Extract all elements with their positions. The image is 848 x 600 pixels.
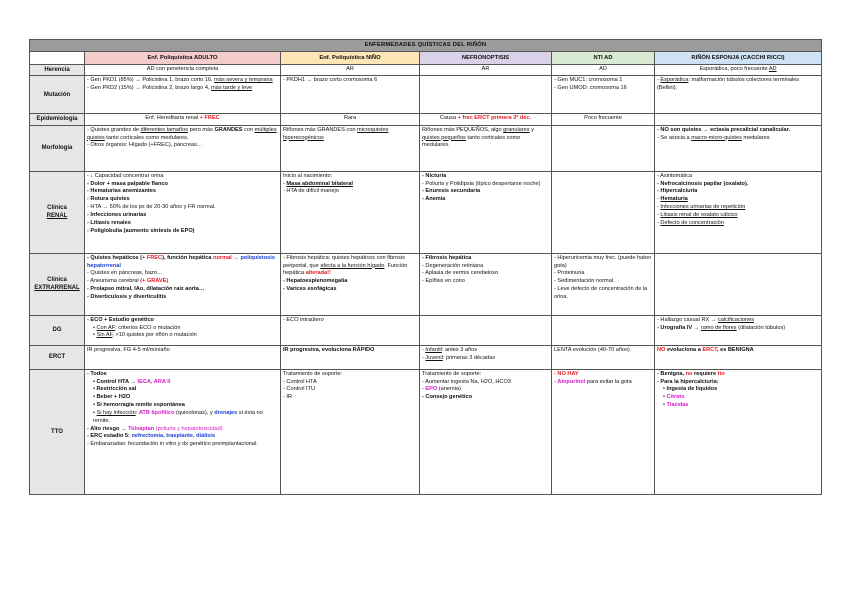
- text-blue: nefrectomía, trasplante, diálisis: [131, 433, 216, 440]
- list-item: - Hipercalciuria: [657, 188, 698, 195]
- text: Si hemorragia remite espontánea: [96, 402, 185, 409]
- text-underlined: ramo de flores: [700, 324, 737, 331]
- text-bold: - Urografía IV →: [657, 324, 701, 331]
- text: pero más: [188, 126, 215, 133]
- text: medulares: [741, 134, 770, 141]
- text: Causa: [439, 115, 458, 122]
- cell-erct-ntiad: LENTA evolución (40-70 años): [552, 345, 655, 369]
- list-item: - Litiasis renal de oxalato cálcico: [657, 211, 738, 218]
- text-underlined: más tarde y leve: [211, 85, 253, 92]
- list-item: Tratamiento de soporte:: [283, 370, 343, 377]
- list-item: [657, 325, 819, 333]
- text: con: [242, 126, 255, 133]
- row-label-dg: DG: [30, 315, 85, 345]
- list-item: - Varices esofágicas: [283, 286, 337, 293]
- cell-dg-nefro: [420, 315, 552, 345]
- text-underlined: Sin AF: [96, 332, 113, 339]
- cell-mutacion-adulto: [85, 76, 281, 114]
- list-item: - Hepatoesplenomegalia: [283, 278, 348, 285]
- row-label-morfologia: Morfología: [30, 125, 85, 171]
- list-item: - HTA → 50% de los px de 20-30 años y FR normal.: [87, 204, 216, 211]
- text-magenta: EPO: [425, 386, 438, 393]
- text-underlined: granulares: [503, 126, 530, 133]
- text-underlined: macro-micro-quistes: [691, 134, 742, 141]
- text-line: - Gen MUC1: cromosoma 1: [554, 77, 623, 84]
- cell-tto-nefro: [420, 369, 552, 494]
- text: - ERC estadio 5:: [87, 433, 132, 440]
- row-dg: [30, 315, 822, 345]
- text-underlined: Masa abdominal bilateral: [286, 180, 353, 187]
- text: Clínica: [47, 276, 67, 283]
- list-item: - Infecciones urinarias: [87, 211, 147, 218]
- text-underlined: quistes pequeños: [422, 134, 466, 141]
- cell-tto-adulto: [85, 369, 281, 494]
- list-item: [87, 228, 278, 236]
- text-underlined: microquistes hiperecogénicos: [283, 126, 389, 141]
- text: - Gen PKD1 (85%) → Policistina 1, brazo corto 16,: [87, 77, 215, 84]
- text: :: [135, 409, 139, 416]
- cell-mutacion-nefro: [420, 76, 552, 114]
- list-item: - IR: [283, 394, 293, 401]
- text: Clínica: [47, 204, 67, 211]
- text: - Hallazgo casual RX →: [657, 316, 718, 323]
- list-item: - Dolor + masa palpable flanco: [87, 180, 168, 187]
- text-underlined: Con AF: [96, 324, 116, 331]
- cell-mutacion-ntiad: [552, 76, 655, 114]
- text-underlined: afecta a la función hígado: [320, 262, 385, 269]
- row-mutacion: [30, 76, 822, 114]
- col-header-ntiad: NTI AD: [552, 52, 655, 65]
- cell-erct-adulto: IR progresiva, FG 4-5 ml/min/año: [85, 345, 281, 369]
- list-item: - Diverticulosis y diverticulitis: [87, 293, 167, 300]
- list-item: [657, 371, 819, 379]
- cell-epidemiologia-nino: Rara: [281, 114, 420, 125]
- list-item: - Epífisis en cono: [422, 278, 465, 285]
- text-line: - Otros órganos: Hígado (+FREC), páncreas…: [87, 142, 203, 149]
- list-item: - Control HTA: [283, 378, 317, 385]
- text: ), función hepática: [162, 254, 214, 261]
- text-underlined: Juvenil: [425, 354, 443, 361]
- row-clinica-extrarrenal: [30, 253, 822, 315]
- text-underlined: Infecciones urinarias de repetición: [660, 204, 746, 211]
- cell-tto-ntiad: [552, 369, 655, 494]
- list-item: - Poliuria y Polidipsia (típico despertarse noche): [422, 180, 541, 187]
- text-bold: - Poliglobulia (aumento síntesis de EPO): [87, 227, 195, 234]
- text-magenta: (poliuria y hepatotoxicidad): [154, 425, 223, 432]
- cell-herencia-nino: AR: [281, 65, 420, 76]
- list-item: - Hiperuricemia muy frec. (puede haber gota): [554, 254, 652, 269]
- list-item: [657, 402, 819, 410]
- list-item: - Quistes en páncreas, bazo…: [87, 270, 163, 277]
- text: Ingesta de líquidos: [666, 386, 718, 393]
- text: para evitar la gota: [585, 378, 632, 385]
- row-clinica-renal: [30, 171, 822, 253]
- row-label-herencia: Herencia: [30, 65, 85, 76]
- row-label-clinica-extrarrenal: [30, 253, 85, 315]
- text-underlined: RENAL: [46, 213, 68, 220]
- list-item: [87, 433, 278, 441]
- list-item: [87, 402, 278, 410]
- text: , es BENIGNA: [717, 346, 754, 353]
- list-item: - Asintomática: [657, 172, 693, 179]
- text-red: ERCT: [702, 346, 717, 353]
- cell-dg-ntiad: [552, 315, 655, 345]
- text-underlined: Infantil: [425, 346, 442, 353]
- row-label-tto: TTO: [30, 369, 85, 494]
- text-red: (+ GRAVE): [140, 278, 169, 285]
- cell-erct-esponja: [655, 345, 822, 369]
- cell-epidemiologia-adulto: [85, 114, 281, 125]
- list-item: - Aplasia de vermis cerebeloso: [422, 270, 499, 277]
- disease-table: [29, 39, 822, 495]
- text: - Alto riesgo →: [87, 425, 129, 432]
- list-item: [87, 278, 278, 286]
- row-erct: [30, 345, 822, 369]
- text: evoluciona a: [665, 346, 703, 353]
- row-label-erct: ERCT: [30, 345, 85, 369]
- list-item: - Enuresis secundaria: [422, 188, 481, 195]
- list-item: - Masa abdominal bilateral: [283, 180, 353, 187]
- text-underlined: EXTRARRENAL: [34, 285, 80, 292]
- text-underlined: múltiples quistes: [87, 126, 277, 141]
- list-item: - Nefrocalcinosis papilar (oxalato).: [657, 180, 749, 187]
- list-item: - Sedimentación normal.: [554, 278, 615, 285]
- cell-herencia-nefro: AR: [420, 65, 552, 76]
- text-magenta: ATB lipofílico: [138, 409, 175, 416]
- text-red: NO: [657, 346, 666, 353]
- text-red: alterada!!: [305, 270, 331, 277]
- text-magenta: Tolvaptan: [128, 425, 155, 432]
- text: , >10 quistes por riñón o mutación: [112, 332, 197, 339]
- text-magenta: IECA, ARA II: [137, 378, 171, 385]
- row-label-epidemiologia: Epidemiología: [30, 114, 85, 125]
- text: Enf. Hereditaria renal: [145, 115, 200, 122]
- list-item: [87, 410, 278, 426]
- text: : antes 3 años: [441, 346, 478, 353]
- text: Riñones más GRANDES con: [283, 126, 357, 133]
- list-item: - Todos: [87, 370, 107, 377]
- text: (quinolonas), y: [174, 409, 215, 416]
- row-epidemiologia: [30, 114, 822, 125]
- text-red: normal: [213, 254, 232, 261]
- list-item: - Aumentar ingesta Na, H2O, HCO3: [422, 378, 511, 385]
- cell-dg-nino: - ECO intraútero: [281, 315, 420, 345]
- text-magenta: Citrato: [666, 394, 685, 401]
- list-item: [87, 426, 278, 434]
- text-blue: poliquistosis hepatorrenal: [87, 254, 275, 269]
- text-blue: drenajes: [214, 409, 238, 416]
- list-item: - NO HAY: [554, 370, 579, 377]
- cell-herencia-ntiad: AD: [552, 65, 655, 76]
- text-red: tto: [717, 370, 725, 377]
- list-item: - Nicturia: [422, 172, 447, 179]
- cell-epidemiologia-esponja: [655, 114, 822, 125]
- row-herencia: [30, 65, 822, 76]
- list-item: Tratamiento de soporte:: [422, 370, 482, 377]
- text: -: [554, 378, 558, 385]
- text-underlined: Litiasis renal de oxalato cálcico: [660, 211, 738, 218]
- list-item: - Litiasis renales: [87, 219, 131, 226]
- list-item: [87, 379, 278, 387]
- text: -: [422, 386, 426, 393]
- list-item: - Proteinuria: [554, 270, 585, 277]
- cell-herencia-adulto: AD con penetencia completa: [85, 65, 281, 76]
- col-header-nefronoptisis: NEFRONOPTISIS: [420, 52, 552, 65]
- text: Control HTA →: [96, 378, 138, 385]
- text-red: + frec ERCT primera 3ª déc.: [457, 115, 532, 122]
- list-item: - Hematurias anemizantes: [87, 188, 157, 195]
- cell-herencia-esponja: [655, 65, 822, 76]
- list-item: [657, 386, 819, 394]
- col-header-nino: Enf. Poliquística NIÑO: [281, 52, 420, 65]
- cell-clinica-renal-ntiad: [552, 171, 655, 253]
- text: y: [529, 126, 534, 133]
- row-label-clinica-renal: [30, 171, 85, 253]
- cell-clinica-renal-nefro: [420, 171, 552, 253]
- list-item: - Infantil: antes 3 años: [422, 346, 478, 353]
- row-label-mutacion: Mutación: [30, 76, 85, 114]
- cell-clinica-renal-nino: [281, 171, 420, 253]
- cell-epidemiologia-nefro: [420, 114, 552, 125]
- cell-clinica-extra-nino: [281, 253, 420, 315]
- text-underlined: Defecto de concentración: [660, 219, 724, 226]
- cell-clinica-renal-adulto: [85, 171, 281, 253]
- list-item: - Infecciones urinarias de repetición: [657, 204, 746, 211]
- cell-mutacion-esponja: - Esporádica: malformación túbulos colectores terminales (Bellini).: [655, 76, 822, 114]
- corner-cell: [30, 52, 85, 65]
- cell-morfologia-ntiad: [552, 125, 655, 171]
- text: Riñones más PEQUEÑOS, algo: [422, 126, 504, 133]
- text-underlined: Si hay infección: [96, 409, 136, 416]
- text-red: + FREC: [142, 254, 163, 261]
- cell-epidemiologia-ntiad: Poco frecuente: [552, 114, 655, 125]
- cell-erct-nino: IR progresiva, evoluciona RÁPIDO: [281, 345, 420, 369]
- list-item: - Prolapso mitral, IAo, dilatación raíz aorta…: [87, 286, 205, 293]
- text: →: [231, 254, 241, 261]
- text: Esporádica, poco frecuente: [699, 66, 769, 72]
- cell-tto-nino: [281, 369, 420, 494]
- text: - Aneurisma cerebral: [87, 278, 141, 285]
- list-item: - Control ITU: [283, 386, 316, 393]
- text-underlined: diferentes tamaños: [140, 126, 189, 133]
- text: - Benigna,: [657, 370, 686, 377]
- table-title: ENFERMEDADES QUÍSTICAS DEL RIÑÓN: [30, 40, 822, 52]
- list-item: - Para la hipercalciuria:: [657, 378, 719, 385]
- list-item: [87, 325, 278, 333]
- row-morfologia: [30, 125, 822, 171]
- cell-morfologia-nefro: [420, 125, 552, 171]
- title-row: [30, 40, 822, 52]
- text-underlined: Esporádica: [660, 77, 689, 84]
- cell-mutacion-nino: - PKDH1 → brazo corto cromosoma 6: [281, 76, 420, 114]
- cell-tto-esponja: [655, 369, 822, 494]
- list-item: Inicio al nacimiento:: [283, 172, 333, 179]
- cell-clinica-extra-esponja: [655, 253, 822, 315]
- disease-table-sheet: [29, 39, 821, 495]
- text: - Se asocia a: [657, 134, 692, 141]
- list-item: - Embarazadas: fecundación in vitro y dx genético preimplantacional.: [87, 441, 258, 448]
- list-item: [87, 394, 278, 402]
- list-item: [87, 386, 278, 394]
- list-item: - ECO + Estudio genético: [87, 316, 154, 323]
- text-underlined: más severa y temprana: [214, 77, 273, 84]
- cell-dg-esponja: [655, 315, 822, 345]
- list-item: [657, 317, 819, 325]
- text-line: [87, 77, 278, 85]
- text: Restricción sal: [96, 386, 137, 393]
- list-item: [283, 255, 417, 278]
- list-item: - Juvenil: primeras 3 décadas: [422, 354, 496, 361]
- text: : criterios ECO o mutación: [115, 324, 181, 331]
- text-underlined: Hematuria: [660, 196, 688, 203]
- list-item: [554, 379, 652, 387]
- text: - Fibrosis hepática: quistes hepáticos con fibrosis periportal, que: [283, 254, 405, 269]
- text: - Quistes grandes de: [87, 126, 141, 133]
- cell-morfologia-adulto: [85, 125, 281, 171]
- text: (dilatación túbulos): [736, 324, 786, 331]
- list-item: - Defecto de concentración: [657, 219, 724, 226]
- cell-dg-adulto: [85, 315, 281, 345]
- text: . Función hepática: [283, 262, 408, 277]
- header-row: [30, 52, 822, 65]
- cell-clinica-renal-esponja: [655, 171, 822, 253]
- cell-clinica-extra-nefro: [420, 253, 552, 315]
- text-magenta: Alopurinol: [557, 378, 586, 385]
- list-item: - Consejo genético: [422, 394, 473, 401]
- text: : malformación túbulos colectores terminales (Bellini).: [657, 77, 800, 92]
- text-line: [87, 85, 278, 93]
- text: tanto corticales como medulares.: [422, 134, 521, 149]
- list-item: [87, 332, 278, 340]
- cell-clinica-extra-adulto: [85, 253, 281, 315]
- list-item: - Fibrosis hepática: [422, 254, 472, 261]
- list-item: - HTA de difícil manejo: [283, 188, 339, 195]
- text: - Gen PKD2 (15%) → Policistina 2, brazo largo 4,: [87, 85, 212, 92]
- list-item: - Rotura quistes: [87, 196, 130, 203]
- text: - Quistes hepáticos (: [87, 254, 143, 261]
- text: si ésta no remite.: [93, 409, 263, 424]
- list-item: - ↓ Capacidad concentrar orina: [87, 172, 164, 179]
- col-header-esponja: RIÑÓN ESPONJA (CACCHI RICCI): [655, 52, 822, 65]
- list-item: [657, 394, 819, 402]
- cell-morfologia-esponja: [655, 125, 822, 171]
- text: : primeras 3 décadas: [442, 354, 496, 361]
- list-item: [87, 255, 278, 271]
- text-line: - Gen UMOD: cromosoma 16: [554, 85, 627, 92]
- text-line: - NO son quistes → ectasia precalicial canalicular.: [657, 126, 791, 133]
- cell-morfologia-nino: [281, 125, 420, 171]
- col-header-adulto: Enf. Poliquística ADULTO: [85, 52, 281, 65]
- text-line: [657, 135, 819, 143]
- text: (anemia): [437, 386, 461, 393]
- text-red: + FREC: [199, 115, 220, 122]
- list-item: - Degeneración retiniana: [422, 262, 484, 269]
- text-bold: GRANDES: [214, 126, 243, 133]
- text-magenta: Tiazidas: [666, 402, 689, 409]
- cell-clinica-extra-ntiad: [552, 253, 655, 315]
- list-item: [422, 386, 549, 394]
- list-item: - Leve defecto de concentración de la orina.: [554, 286, 648, 300]
- text-red: no: [685, 370, 693, 377]
- text-underlined: calcificaciones: [717, 316, 755, 323]
- text: Beber + H2O: [96, 394, 131, 401]
- text: tanto corticales como medulares.: [104, 134, 189, 141]
- cell-erct-nefro: [420, 345, 552, 369]
- list-item: - Anemia: [422, 196, 446, 203]
- text: requiere: [692, 370, 718, 377]
- row-tto: [30, 369, 822, 494]
- text-underlined: AD: [768, 66, 777, 72]
- list-item: - Hematuria: [657, 196, 688, 203]
